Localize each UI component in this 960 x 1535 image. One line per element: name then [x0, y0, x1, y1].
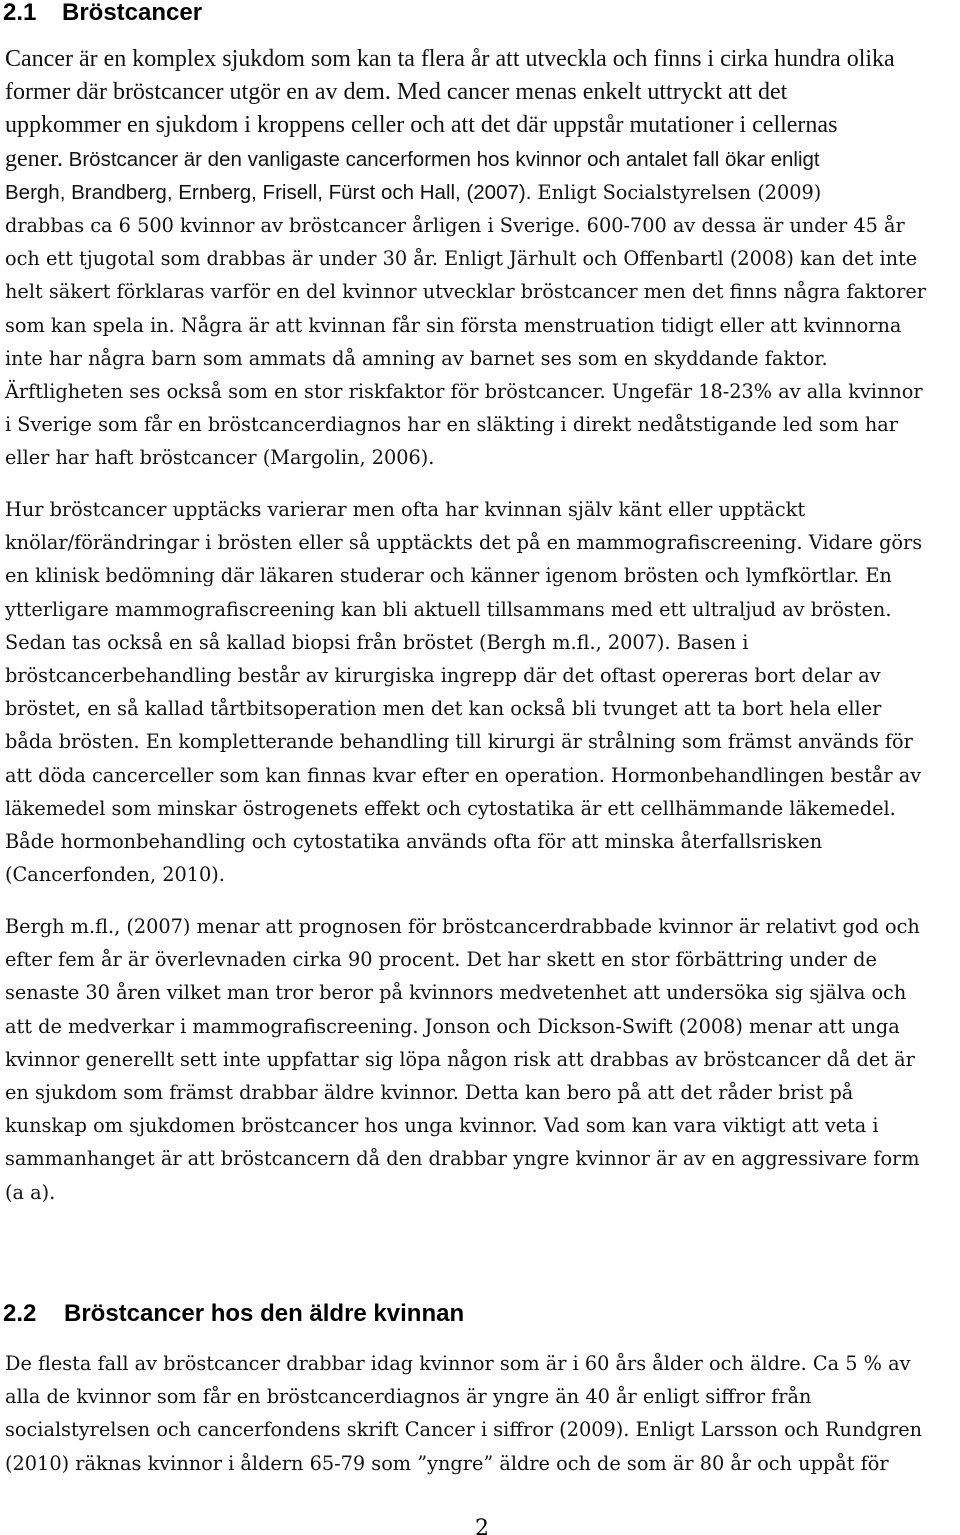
text-line: kvinnor generellt sett inte uppfattar sig löpa någon risk att drabbas av bröstcancer då det är — [5, 1047, 915, 1071]
text-line: en klinisk bedömning där läkaren studerar och känner igenom brösten och lymfkörtlar. En — [5, 564, 892, 588]
text-line: ytterligare mammografiscreening kan bli aktuell tillsammans med ett ultraljud av brösten. — [5, 597, 892, 621]
text-line: efter fem år är överlevnaden cirka 90 procent. Det har skett en stor förbättring under de — [5, 948, 877, 972]
text-line: (a a). — [5, 1180, 56, 1204]
text-line: eller har haft bröstcancer (Margolin, 2006). — [5, 446, 435, 470]
text-line: (2010) räknas kvinnor i åldern 65-79 som ”yngre” äldre och de som är 80 år och uppåt för — [5, 1451, 889, 1475]
text-line: Både hormonbehandling och cytostatika används ofta för att minska återfallsrisken — [5, 829, 823, 853]
text-line: kunskap om sjukdomen bröstcancer hos unga kvinnor. Vad som kan vara viktigt att veta i — [5, 1114, 879, 1138]
text-segment: gener. — [5, 145, 63, 172]
text-line: att de medverkar i mammografiscreening. Jonson och Dickson-Swift (2008) menar att unga — [5, 1014, 900, 1038]
text-line: läkemedel som minskar östrogenets effekt och cytostatika är ett cellhämmande läkemedel. — [5, 796, 896, 820]
text-line: att döda cancerceller som kan finnas kvar efter en operation. Hormonbehandlingen består av — [5, 763, 922, 787]
text-line: Cancer är en komplex sjukdom som kan ta flera år att utveckla och finns i cirka hundra olika — [5, 46, 895, 72]
text-line: bröstcancerbehandling består av kirurgiska ingrepp där det oftast opereras bort delar av — [5, 663, 881, 687]
text-line: knölar/förändringar i brösten eller så upptäckts det på en mammografiscreening. Vidare görs — [5, 531, 923, 555]
text-line: drabbas ca 6 500 kvinnor av bröstcancer årligen i Sverige. 600-700 av dessa är under 45 år — [5, 213, 905, 237]
text-segment: Enligt Socialstyrelsen (2009) — [531, 180, 822, 204]
text-line: Bergh m.fl., (2007) menar att prognosen för bröstcancerdrabbade kvinnor är relativt god och — [5, 915, 920, 938]
text-line: som kan spela in. Några är att kvinnan får sin första menstruation tidigt eller att kvinnorna — [5, 313, 902, 337]
section-title: Bröstcancer — [62, 0, 203, 26]
text-line: former där bröstcancer utgör en av dem. Med cancer menas enkelt uttryckt att det — [5, 79, 788, 106]
section-heading — [3, 0, 202, 26]
text-line: en sjukdom som främst drabbar äldre kvinnor. Detta kan bero på att det råder brist på — [5, 1080, 854, 1104]
text-line: båda brösten. En kompletterande behandling till kirurgi är strålning som främst används för — [5, 730, 913, 754]
text-line: De flesta fall av bröstcancer drabbar idag kvinnor som är i 60 års ålder och äldre. Ca 5 % av — [5, 1352, 911, 1375]
text-line: Hur bröstcancer upptäcks varierar men ofta har kvinnan själv känt eller upptäckt — [5, 498, 806, 521]
text-line: helt säkert förklaras varför en del kvinnor utvecklar bröstcancer men det finns några faktorer — [5, 280, 926, 304]
text-segment: Bröstcancer är den vanligaste cancerformen hos kvinnor och antalet fall ökar enligt — [62, 147, 820, 171]
text-line: inte har några barn som ammats då amning av barnet ses som en skyddande faktor. — [5, 346, 828, 370]
text-line — [5, 176, 955, 209]
text-line: i Sverige som får en bröstcancerdiagnos har en släkting i direkt nedåtstigande led som har — [5, 413, 898, 437]
paragraph — [5, 1347, 955, 1480]
text-line: Ärftligheten ses också som en stor riskfaktor för bröstcancer. Ungefär 18-23% av alla kvinnor — [5, 379, 923, 403]
paragraph — [5, 493, 955, 891]
text-line: och ett tjugotal som drabbas är under 30 år. Enligt Järhult och Offenbartl (2008) kan det inte — [5, 247, 918, 271]
text-line: Sedan tas också en så kallad biopsi från bröstet (Bergh m.fl., 2007). Basen i — [5, 630, 749, 654]
text-line: sammanhanget är att bröstcancern då den drabbar yngre kvinnor är av en aggressivare form — [5, 1147, 920, 1171]
section-title: Bröstcancer hos den äldre kvinnan — [64, 1300, 465, 1327]
text-segment: Bergh, Brandberg, Ernberg, Frisell, Fürst och Hall, (2007). — [5, 180, 532, 204]
text-line: senaste 30 åren vilket man tror beror på kvinnors medvetenhet att undersöka sig själva och — [5, 981, 907, 1005]
page-number: 2 — [475, 1516, 489, 1535]
text-line: bröstet, en så kallad tårtbitsoperation men det kan också bli tvunget att ta bort hela eller — [5, 697, 882, 721]
section-number: 2.2 — [3, 1300, 37, 1327]
section-number: 2.1 — [3, 0, 37, 26]
text-line: alla de kvinnor som får en bröstcancerdiagnos är yngre än 40 år enligt siffror från — [5, 1385, 812, 1409]
text-line: (Cancerfonden, 2010). — [5, 863, 225, 887]
section-heading — [3, 1301, 464, 1327]
paragraph — [5, 43, 955, 474]
paragraph — [5, 910, 955, 1209]
text-line: socialstyrelsen och cancerfondens skrift Cancer i siffror (2009). Enligt Larsson och Rundgren — [5, 1418, 923, 1442]
text-line — [5, 143, 955, 176]
text-line: uppkommer en sjukdom i kroppens celler och att det där uppstår mutationer i cellernas — [5, 112, 838, 139]
